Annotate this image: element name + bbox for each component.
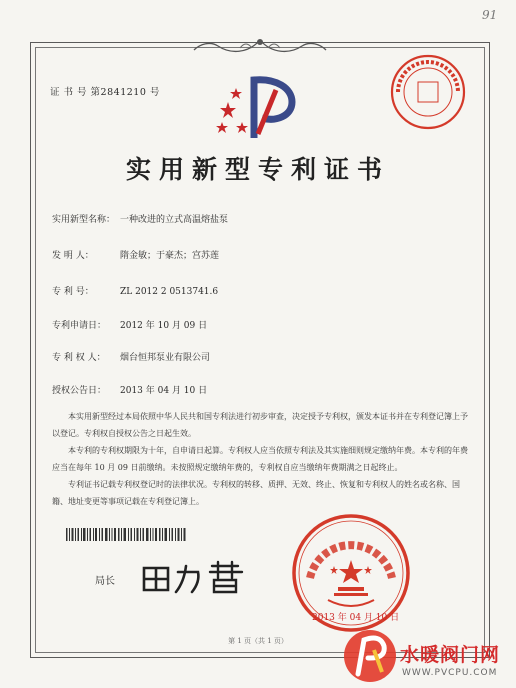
handwritten-page-note: 91: [482, 8, 498, 22]
body-paragraph: 本专利的专利权期限为十年，自申请日起算。专利权人应当依照专利法及其实施细则规定缴纳年费。本专利的年费应当在每年 10 月 09 日前缴纳。未按照规定缴纳年费的，专利权自应当缴纳年费期满之日起终止。: [52, 446, 468, 472]
page-number: 第 1 页（共 1 页）: [228, 637, 288, 645]
document-title: 实用新型专利证书: [125, 155, 390, 184]
field-value: ZL 2012 2 0513741.6: [120, 287, 219, 297]
patent-number-field: [52, 284, 218, 297]
watermark-url-text: WWW.PVCPU.COM: [402, 668, 498, 678]
body-paragraph: 本实用新型经过本局依照中华人民共和国专利法进行初步审查，决定授予专利权，颁发本证书并在专利登记簿上予以登记。专利权自授权公告之日起生效。: [52, 412, 468, 438]
inventor-field: [52, 248, 219, 261]
field-label: 实用新型名称：: [52, 215, 116, 225]
director-label: 局长: [95, 576, 115, 587]
field-label: 专 利 权 人：: [52, 353, 106, 363]
field-label: 发 明 人：: [52, 251, 94, 261]
field-value: 烟台恒邦泵业有限公司: [120, 353, 211, 363]
certificate-body-text: [52, 408, 472, 510]
field-value: 2013 年 04 月 10 日: [120, 386, 208, 396]
body-paragraph: 专利证书记载专利权登记时的法律状况。专利权的转移、质押、无效、终止、恢复和专利权人的姓名或名称、国籍、地址变更等事项记载在专利登记簿上。: [52, 480, 460, 506]
application-date-field: [52, 318, 207, 331]
barcode-icon: [66, 528, 186, 541]
patentee-field: [52, 350, 210, 363]
watermark-brand-text: 水暖阀门网: [400, 644, 501, 666]
field-value: 一种改进的立式高温熔盐泵: [120, 215, 229, 225]
seal-date: 2013 年 04 月 10 日: [312, 613, 400, 623]
patent-office-emblem-icon: [214, 70, 304, 140]
agency-stamp-icon: [388, 52, 468, 132]
certificate-number: 证 书 号 第2841210 号: [50, 87, 160, 98]
director-signature: [138, 560, 248, 596]
field-label: 专利申请日：: [52, 321, 107, 331]
field-label: 授权公告日：: [52, 386, 107, 396]
field-label: 专 利 号：: [52, 287, 94, 297]
field-value: 隋金敏；于豪杰；宫苏莲: [120, 251, 220, 261]
grant-date-field: [52, 383, 207, 396]
top-ornament-icon: [190, 36, 330, 58]
utility-model-name-field: [52, 212, 228, 225]
field-value: 2012 年 10 月 09 日: [120, 321, 208, 331]
